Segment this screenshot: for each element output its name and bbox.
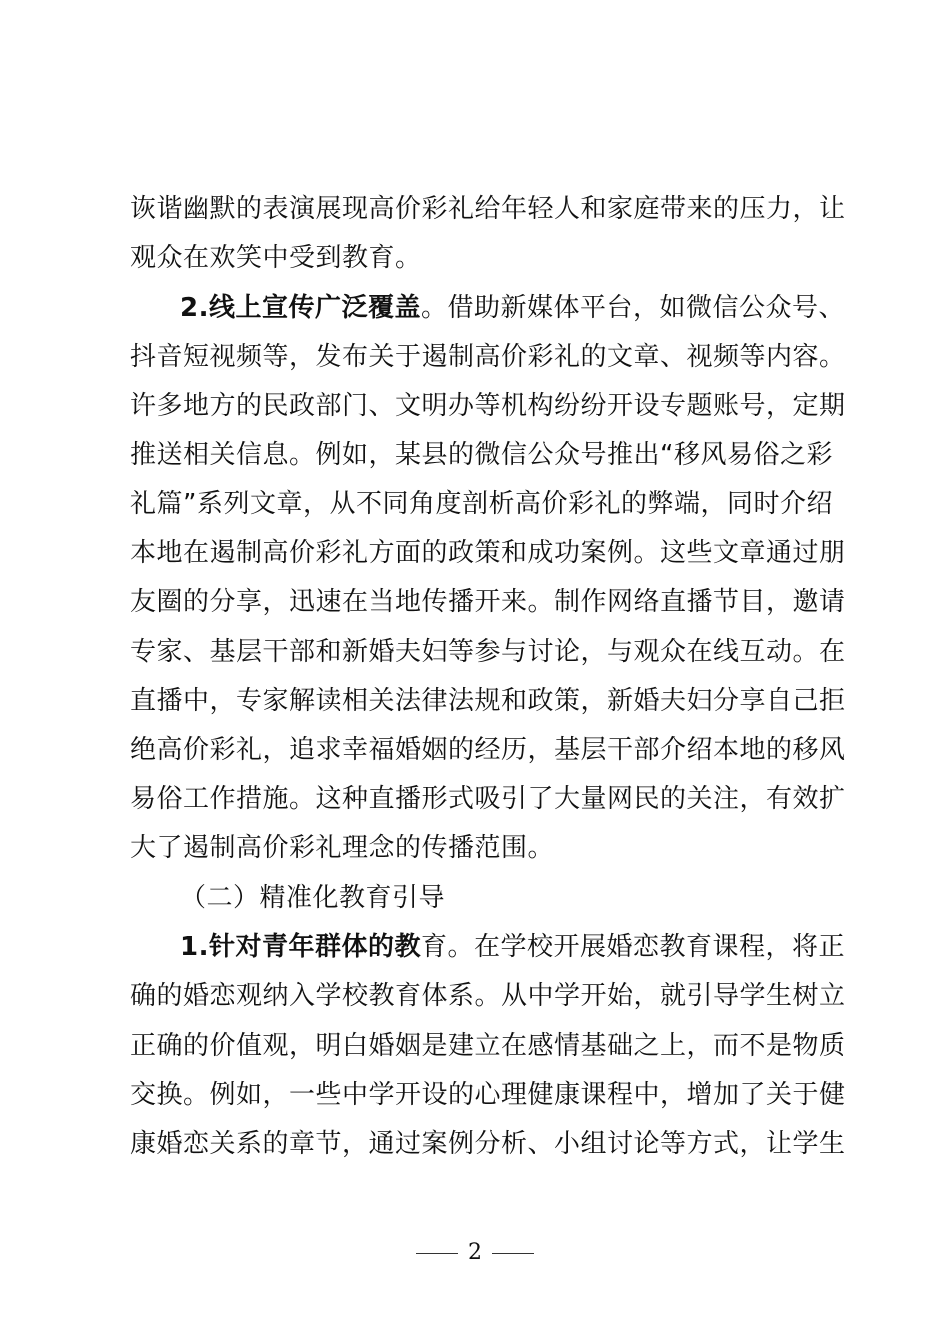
text-line: 观众在欢笑中受到教育。	[130, 243, 422, 273]
bold-heading: 1.针对青年群体的教	[180, 932, 421, 962]
heading-rest: 。借助新媒体平台，如微信公众号、	[420, 293, 845, 323]
page-number: 2	[468, 1240, 482, 1265]
text-line: 本地在遏制高价彩礼方面的政策和成功案例。这些文章通过朋	[130, 538, 846, 568]
bold-heading: 2.线上宣传广泛覆盖	[180, 293, 421, 323]
text-line: 康婚恋关系的章节，通过案例分析、小组讨论等方式，让学生	[130, 1129, 846, 1159]
footer-dash-right	[492, 1253, 534, 1254]
text-line: 推送相关信息。例如，某县的微信公众号推出“移风易俗之彩	[130, 440, 833, 470]
text-line: 专家、基层干部和新婚夫妇等参与讨论，与观众在线互动。在	[130, 637, 846, 667]
text-line: 确的婚恋观纳入学校教育体系。从中学开始，就引导学生树立	[130, 981, 846, 1011]
subsection-title: （二）精准化教育引导	[180, 883, 446, 913]
text-line: 礼篇”系列文章，从不同角度剖析高价彩礼的弊端，同时介绍	[130, 489, 833, 519]
text-line: 大了遏制高价彩礼理念的传播范围。	[130, 833, 555, 863]
text-line: 抖音短视频等，发布关于遏制高价彩礼的文章、视频等内容。	[130, 342, 846, 372]
page-footer	[0, 1238, 950, 1268]
text-line: 易俗工作措施。这种直播形式吸引了大量网民的关注，有效扩	[130, 784, 846, 814]
footer-dash-left	[416, 1253, 458, 1254]
text-line: 交换。例如，一些中学开设的心理健康课程中，增加了关于健	[130, 1080, 846, 1110]
text-line: 直播中，专家解读相关法律法规和政策，新婚夫妇分享自己拒	[130, 686, 846, 716]
text-line: 许多地方的民政部门、文明办等机构纷纷开设专题账号，定期	[130, 391, 846, 421]
section-heading-line	[180, 283, 950, 333]
text-line: 正确的价值观，明白婚姻是建立在感情基础之上，而不是物质	[130, 1031, 846, 1061]
text-line: 绝高价彩礼，追求幸福婚姻的经历，基层干部介绍本地的移风	[130, 735, 846, 765]
text-line: 友圈的分享，迅速在当地传播开来。制作网络直播节目，邀请	[130, 587, 846, 617]
text-line: 诙谐幽默的表演展现高价彩礼给年轻人和家庭带来的压力，让	[130, 194, 846, 224]
section-heading-line	[180, 922, 950, 972]
heading-rest: 育。在学校开展婚恋教育课程，将正	[420, 932, 845, 962]
